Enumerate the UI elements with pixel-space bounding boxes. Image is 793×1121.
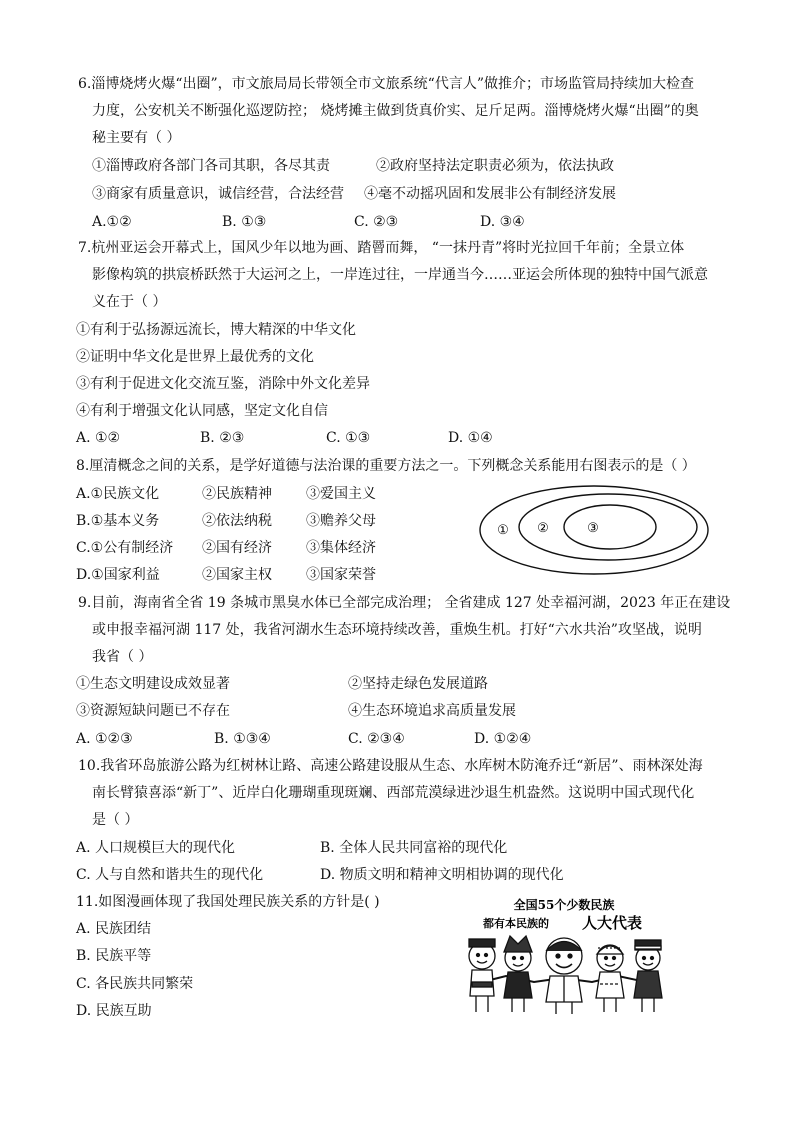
q7-stem-line-1: 7.杭州亚运会开幕式上，国风少年以地为画、踏罾而舞， “一抹丹青”将时光拉回千年前；全景立体	[78, 240, 685, 256]
q9-option-d: D. ①②④	[474, 731, 532, 747]
cartoon-caption-line-1: 全国55个少数民族	[513, 898, 615, 912]
q7-stem-line-3: 义在于（ ）	[92, 294, 167, 310]
q8-row-c-2: ②国有经济	[202, 540, 272, 556]
q8-row-b-1: B.①基本义务	[76, 513, 160, 529]
q9-stem-line-1: 9.目前，海南省全省 19 条城市黑臭水体已全部完成治理； 全省建成 127 处幸福河湖，2023 年正在建设	[78, 595, 731, 611]
q9-item-1: ①生态文明建设成效显著	[76, 676, 230, 692]
q10-option-d: D. 物质文明和精神文明相协调的现代化	[320, 867, 564, 883]
q8-nested-ellipses-diagram	[476, 482, 712, 578]
q8-row-b-2: ②依法纳税	[202, 513, 272, 529]
q6-option-c: C. ②③	[354, 214, 399, 230]
q7-option-d: D. ①④	[448, 430, 493, 446]
q6-option-b: B. ①③	[222, 214, 267, 230]
q8-row-a-2: ②民族精神	[202, 486, 272, 502]
q7-item-3: ③有利于促进文化交流互鉴，消除中外文化差异	[76, 376, 370, 392]
q8-row-d-3: ③国家荣誉	[306, 567, 376, 583]
q8-row-b-3: ③赡养父母	[306, 513, 376, 529]
q10-option-b: B. 全体人民共同富裕的现代化	[320, 840, 508, 856]
q8-row-d-2: ②国家主权	[202, 567, 272, 583]
q6-option-a: A.①②	[92, 214, 132, 230]
q6-item-1: ①淄博政府各部门各司其职，各尽其责	[92, 158, 330, 174]
q7-stem-line-2: 影像构筑的拱宸桥跃然于大运河之上，一岸连过往，一岸通当今……亚运会所体现的独特中国气派意	[92, 267, 708, 283]
q7-item-2: ②证明中华文化是世界上最优秀的文化	[76, 349, 314, 365]
q11-option-c: C. 各民族共同繁荣	[76, 976, 194, 992]
q7-option-a: A. ①②	[76, 430, 121, 446]
q10-stem-line-3: 是（ ）	[92, 812, 139, 828]
q10-stem-line-1: 10.我省环岛旅游公路为红树林让路、高速公路建设服从生态、水库树木防淹乔迁“新居”、雨林深处海	[78, 758, 703, 774]
q11-cartoon-illustration	[452, 896, 674, 1018]
q11-option-b: B. 民族平等	[76, 948, 152, 964]
q11-option-a: A. 民族团结	[76, 921, 152, 937]
q6-item-4: ④毫不动摇巩固和发展非公有制经济发展	[364, 186, 616, 202]
q8-row-c-1: C.①公有制经济	[76, 540, 174, 556]
q8-row-a-3: ③爱国主义	[306, 486, 376, 502]
q8-stem: 8.厘清概念之间的关系，是学好道德与法治课的重要方法之一。下列概念关系能用右图表示的是（ ）	[76, 458, 696, 474]
q8-diagram-label-1: ①	[497, 523, 509, 538]
q6-stem-line-1: 6.淄博烧烤火爆“出圈”，市文旅局局长带领全市文旅系统“代言人”做推介；市场监管局持续加大检查	[78, 76, 694, 92]
q8-row-c-3: ③集体经济	[306, 540, 376, 556]
q6-item-3: ③商家有质量意识，诚信经营，合法经营	[92, 186, 344, 202]
q6-stem-line-2: 力度，公安机关不断强化巡逻防控； 烧烤摊主做到货真价实、足斤足两。淄博烧烤火爆“出圈”的奥	[92, 103, 699, 119]
q9-stem-line-2: 或申报幸福河湖 117 处，我省河湖水生态环境持续改善，重焕生机。打好“六水共治”攻坚战，说明	[92, 622, 702, 638]
q8-diagram-label-3: ③	[587, 521, 599, 536]
q7-item-1: ①有利于弘扬源远流长，博大精深的中华文化	[76, 322, 356, 338]
q9-item-3: ③资源短缺问题已不存在	[76, 703, 230, 719]
q6-option-d: D. ③④	[480, 214, 525, 230]
q7-option-b: B. ②③	[200, 430, 245, 446]
q10-option-c: C. 人与自然和谐共生的现代化	[76, 867, 264, 883]
q9-option-b: B. ①③④	[214, 731, 271, 747]
q8-row-d-1: D.①国家利益	[76, 567, 160, 583]
q8-diagram-label-2: ②	[537, 521, 549, 536]
cartoon-caption-line-2b: 人大代表	[581, 914, 643, 932]
q6-stem-line-3: 秘主要有（ ）	[92, 130, 181, 146]
q10-option-a: A. 人口规模巨大的现代化	[76, 840, 236, 856]
q7-option-c: C. ①③	[326, 430, 371, 446]
q8-row-a-1: A.①民族文化	[76, 486, 160, 502]
q9-option-c: C. ②③④	[348, 731, 405, 747]
q11-option-d: D. 民族互助	[76, 1003, 152, 1019]
q8-ellipse-inner	[564, 505, 656, 549]
q9-item-2: ②坚持走绿色发展道路	[348, 676, 488, 692]
q9-item-4: ④生态环境追求高质量发展	[348, 703, 516, 719]
cartoon-figures	[469, 936, 662, 1014]
q11-stem: 11.如图漫画体现了我国处理民族关系的方针是( )	[76, 894, 380, 910]
cartoon-caption-line-2a: 都有本民族的	[483, 917, 549, 930]
q7-item-4: ④有利于增强文化认同感，坚定文化自信	[76, 403, 328, 419]
q9-stem-line-3: 我省（ ）	[92, 649, 153, 665]
q10-stem-line-2: 南长臂猿喜添“新丁”、近岸白化珊瑚重现斑斓、西部荒漠绿进沙退生机盎然。这说明中国式现代化	[92, 785, 695, 801]
q9-option-a: A. ①②③	[76, 731, 133, 747]
q6-item-2: ②政府坚持法定职责必须为，依法执政	[376, 158, 614, 174]
